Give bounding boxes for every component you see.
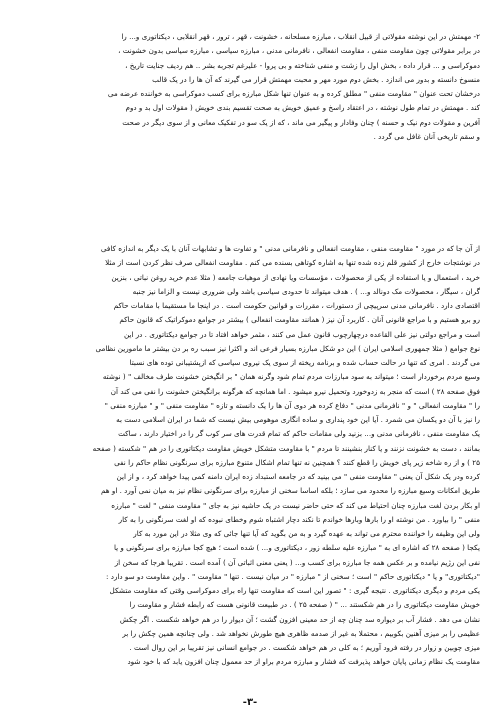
- text-line: عظیمی را بر میزی آهنین بکوبیم ، محتملا به غیر از صدمه ظاهری هیچ طورش نخواهد شد . ولی چنانچه همین چکش را بر: [122, 628, 480, 638]
- text-line: بمانند ، دست به خشونت نزنند و یا کنار بنشینند تا مردم " با مقاومت متشکل خویش مقاومت دیکتاتوری را در هم " شکسته ( صفحه: [92, 443, 480, 453]
- text-line: نشان می دهد . فشار آب بر دیواره سد چنان چه از حد معینی افزون گشت ؛ آن دیوار را در هم خواهد شکست . اگر چکش: [119, 614, 480, 624]
- text-line: یکی مردم و دیگری دیکتاتوری . نتیجه گیری : " تصور این است که مقاومت تنها راه برای دموکراسی وقتی که مقاومت متشکل: [109, 586, 480, 595]
- text-line: گران ، سیگار ، محصولات مک دونالد و... ) . هدف میتواند تا حدودی سیاسی باشد ولی ضروری نیست و الزاما نیز جنبه: [132, 286, 480, 296]
- text-line: یکجا ( صفحه ۲۸ که اشاره ای به " مبارزه علیه سلطه زور ، دیکتاتوری و... ) شده است ؛ هیچ کجا مبارزه برای سرنگونی و یا: [113, 543, 480, 553]
- page-number: -۳-: [242, 697, 258, 708]
- text-line: از آن جا که در مورد " مقاومت منفی ، مقاومت انفعالی و نافرمانی مدنی " و تفاوت ها و تشابهات آنان با یک دیگر به اندازه کافی: [100, 244, 480, 253]
- text-line: در برابر مقولاتی چون مقاومت منفی ، مقاومت انفعالی ، نافرمانی مدنی ، مبارزه سیاسی ، مبارزه سیاسی بدون خشونت ،: [118, 46, 480, 56]
- text-line: و سقم تاریخی آنان غافل می گردد .: [373, 131, 480, 141]
- text-line: فوق صفحه ۲۸ ) است که منجر به زدوخورد وتحمیل نیرو میشود . اما همانچه که هرگونه برانگیختن خشونت را نفی می کند آن: [110, 386, 480, 396]
- text-line: درخشان تحت عنوان " مقاومت منفی " مطلق کرده و به عنوان تنها شکل مبارزه برای کسب دموکراسی به خواننده عرضه می: [107, 89, 480, 98]
- paragraph-2: [18, 242, 480, 670]
- text-line: مقاومت یک نظام زمانی پایان خواهد پذیرفت که فشار و مبارزه مردم براو از حد معمول چنان افزون یابد که با خود شود: [127, 657, 480, 667]
- text-line: می گردند . امری که تنها در حالت حساب شده و برنامه ریخته از سوی یک نیروی سیاسی که ازپشتیبانی توده های نسبتا: [129, 358, 480, 367]
- text-line: کرده ودر یک شکل آن یعنی " مقاومت منفی " می بینید که در جامعه استبداد زده ایران دامنه کمی پیدا خواهد کرد ، و از این: [116, 472, 480, 481]
- text-line: وسیع مردم برخوردار است ؛ میتواند به سود مبارزات مردم تمام شود وگرنه همان " بر انگیختن خشونت طرف مخالف " ( نوشته: [102, 372, 480, 382]
- text-line: در نوشتجات خارج از کشور قلم زده شده تنها به اشاره کوتاهی بسنده می کنم . مقاومت انفعالی صرف نظر کردن است از مثلا: [105, 258, 480, 268]
- text-line: ۲۵ ) و از ره شاخه زیر پای خویش را قطع کنند ؟ همچنین نه تنها تمام اشکال متنوع مبارزه برای سرنگونی نظام حاکم را نفی: [114, 457, 480, 467]
- text-line: کند . مهمتش در تمام طول نوشته ، در اعتقاد راسخ و عمیق خویش به صحت تقسیم بندی خویش ( مقولات اول بد و دوم: [125, 103, 480, 113]
- text-line: خویش مقاومت دیکتاتوری را در هم شکستند ... " ( صفحه ۲۵ ) . در طبیعت قانونی هست که رابطه فشار و مقاومت را: [129, 600, 480, 610]
- text-line: است و مراجع دولتی نیز علی القاعده درچهارچوب قانون عمل می کنند ، مثمر خواهد افتاد تا در جوامع دیکتاتوری . در این: [123, 329, 480, 339]
- text-line: طریق امکانات وسیع مبارزه را محدود می سازد ؛ بلکه اساسا سخنی از مبارزه برای سرنگونی نظام نیز به میان نمی آورد . او هم: [101, 486, 480, 496]
- text-line: نوع جوامع ( مثلا جمهوری اسلامی ایران ) این دو شکل مبارزه بسیار فرعی اند و اکثرا نیز سبب ره بر دن بیشتر ما مامورین نظامی: [95, 343, 480, 353]
- text-line: ۲- مهمتش در این نوشته مقولاتی از قبیل انقلاب ، مبارزه مسلحانه ، خشونت ، قهر ، ترور ، قهر انقلابی ، دیکتاتوری و... را: [121, 32, 480, 41]
- paragraph-1: [18, 30, 480, 144]
- text-line: "دیکتاتوری" و یا " دیکتاتوری حاکم " است ؛ سخنی از " مبارزه " در میان نیست . تنها " مقاومت " . واین مقاومت دو سو دارد :: [106, 571, 480, 581]
- text-line: خرید ، استعمال و یا استفاده از یکی از محصولات ، مؤسسات ویا نهادی از موهبات جامعه ( مثلا عدم خرید روغن نباتی ، بنزین: [111, 272, 480, 282]
- text-line: را نیز با آن دو یکسان می شمرد . آیا این خود پنداری و ساده انگاری موهومی بیش نیست که شما در ایران اسلامی دست به: [116, 415, 480, 424]
- text-line: منفی " را بیاورد . من نوشته او را بارها وبارها خواندم تا نکند دچار اشتباه شوم وخطای نبوده که او لغت سرنگونی را به کار: [118, 514, 480, 524]
- text-line: آفرین و مقولات دوم نیک و حسنه ) چنان وفادار و پیگیر می ماند ، که از یک سو در تفکیک معانی و از سوی دیگر در صحت: [122, 117, 480, 127]
- text-line: نفی این رژیم نیامده و بر عکس همه جا مبارزه برای کسب و... ( یعنی معنی اثباتی آن ) آمده است . تقریبا هرجا که سخن از: [114, 557, 480, 567]
- text-line: اقتصادی دارد . نافرمانی مدنی سرپیچی از دستورات ، مقررات و قوانین حکومت است . در اینجا ما مستقیما با مقامات حاکم: [113, 301, 480, 310]
- text-line: ولی این وظیفه را خواننده محترم می تواند به عهده گیرد و به من بگوید که آیا تنها جائی که وی مثلا در این مورد به کار: [133, 529, 480, 538]
- text-line: او بکار بردن لغت مبارزه چنان احتیاط می کند که حتی حاضر نیست در یک حاشیه نیز به جای " مقاومت منفی " لغت " مبارزه: [111, 500, 480, 510]
- text-line: منسوخ دانسته و بدور می اندازد . بخش دوم مورد مهر و محبت مهمتش قرار می گیرند که آن ها را در یک قالب: [152, 74, 480, 84]
- text-line: میزی چوبین و زوار در رفته فرود آوریم ؛ به کلی در هم خواهد شکست . در جوامع انسانی نیز تقریبا بر این روال است .: [129, 643, 480, 652]
- text-line: را " مقاومت انفعالی " و " نافرمانی مدنی " دفاع کرده هر دوی آن ها را یک دانسته و تازه " مقاومت منفی " و " مبارزه منفی ": [104, 400, 480, 410]
- text-line: دموکراسی و ... قرار داده ، بخش اول را زشت و منفی شناخته و بی پروا - علیرغم تجربه بشر .. هم ردیف جنایت تاریخ ،: [125, 60, 480, 70]
- text-line: یک مقاومت منفی ، نافرمانی مدنی و... بزنید ولی مقامات حاکم که تمام قدرت های سر کوب گر را در اختیار دارند ، ساکت: [118, 429, 480, 439]
- text-line: رو برو هستیم و با مراجع قانونی آنان . کاربرد آن نیز ( همانند مقاومت انفعالی ) بیشتر در جوامع دموکراتیک که قانون حاکم: [119, 315, 480, 325]
